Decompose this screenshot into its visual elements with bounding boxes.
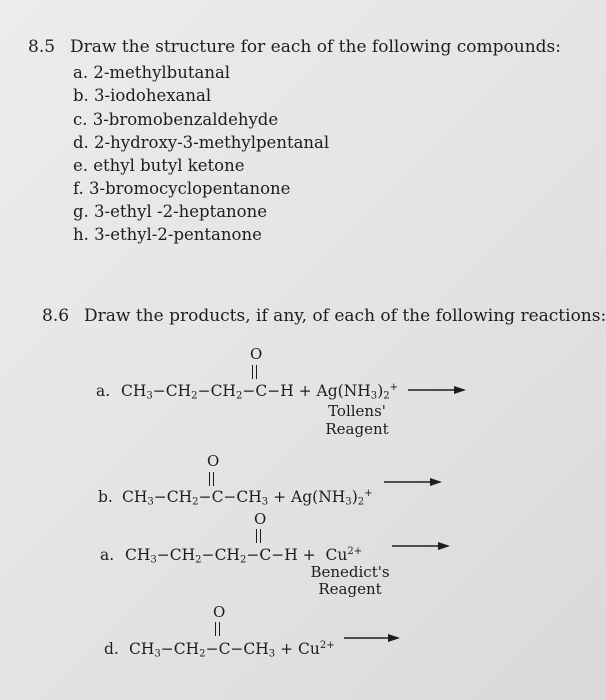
- reactant-formula: $CH_3-CH_2-CH_2-C-H + Ag(NH_3)_2^+$: [121, 382, 399, 402]
- list-item: a. 2-methylbutanal: [73, 63, 231, 82]
- reaction-arrow: [344, 632, 400, 644]
- carbonyl-oxygen: O: [250, 345, 263, 363]
- reaction-arrow: [392, 540, 450, 552]
- reagent-name: Benedict's: [310, 563, 390, 581]
- reagent-name: Tollens': [328, 402, 386, 420]
- reaction-label: d.: [104, 640, 119, 658]
- question-8-6-number: 8.6: [42, 306, 70, 326]
- carbonyl-oxygen: O: [207, 452, 220, 470]
- carbonyl-oxygen: O: [213, 603, 226, 621]
- reactant-formula: $CH_3-CH_2-C-CH_3 + Ag(NH_3)_2^+$: [122, 488, 373, 508]
- carbonyl-double-bond: [256, 529, 261, 543]
- reaction-label: a.: [96, 382, 111, 400]
- carbonyl-double-bond: [215, 622, 220, 636]
- reagent-name: Reagent: [325, 420, 389, 438]
- list-item: b. 3-iodohexanal: [73, 86, 212, 105]
- reagent-name: Reagent: [318, 580, 382, 598]
- list-item: g. 3-ethyl -2-heptanone: [73, 202, 268, 221]
- list-item: h. 3-ethyl-2-pentanone: [73, 225, 262, 244]
- reaction-label: a.: [100, 546, 115, 564]
- carbonyl-oxygen: O: [254, 510, 267, 528]
- list-item: e. ethyl butyl ketone: [73, 156, 245, 175]
- question-8-5-number: 8.5: [28, 37, 56, 57]
- reaction-label: b.: [98, 488, 113, 506]
- reaction-arrow: [408, 384, 466, 396]
- list-item: f. 3-bromocyclopentanone: [73, 179, 291, 198]
- reaction-arrow: [384, 476, 442, 488]
- carbonyl-double-bond: [252, 365, 257, 379]
- carbonyl-double-bond: [209, 472, 214, 486]
- question-8-5-prompt: Draw the structure for each of the following compounds:: [70, 37, 561, 57]
- question-8-6-prompt: Draw the products, if any, of each of the following reactions:: [84, 306, 606, 326]
- reactant-formula: $CH_3-CH_2-CH_2-C-H + Cu^{2+}$: [125, 546, 363, 566]
- list-item: d. 2-hydroxy-3-methylpentanal: [73, 133, 330, 152]
- list-item: c. 3-bromobenzaldehyde: [73, 110, 279, 129]
- reactant-formula: $CH_3-CH_2-C-CH_3 + Cu^{2+}$: [129, 640, 335, 660]
